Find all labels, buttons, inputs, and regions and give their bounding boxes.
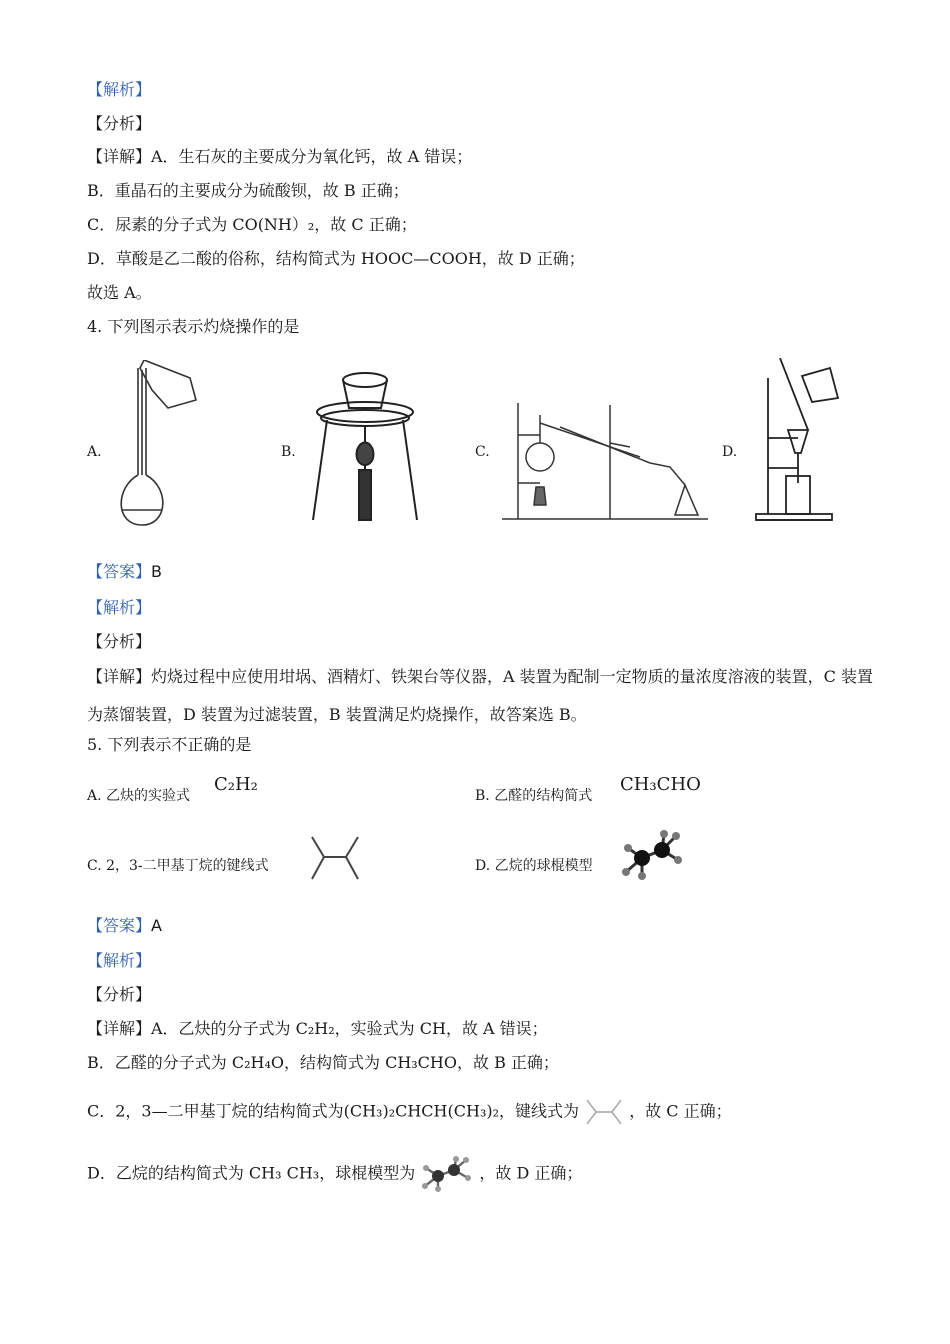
ball-stick-model-figure <box>620 828 685 883</box>
q5-analysis-label: 【解析】 <box>87 951 152 970</box>
q5-fenxi-label: 【分析】 <box>87 985 152 1004</box>
q4-answer-line <box>87 561 162 583</box>
filtration-figure <box>752 358 847 528</box>
q5-option-c: C. 2，3-二甲基丁烷的键线式 <box>87 858 269 874</box>
q5-answer-value: A <box>151 916 162 935</box>
ball-stick-model-small-figure <box>420 1156 474 1192</box>
q4-answer-value: B <box>151 562 162 581</box>
q4-option-a-label: A. <box>87 444 102 460</box>
q5-detail-c-end: ，故 C 正确； <box>629 1101 732 1121</box>
q4-detail <box>87 658 877 734</box>
q5-detail-b: B．乙醛的分子式为 C₂H₄O，结构简式为 CH₃CHO，故 B 正确； <box>87 1053 559 1072</box>
q5-detail-c-text: C．2，3—二甲基丁烷的结构简式为(CH₃)₂CHCH(CH₃)₂，键线式为 <box>87 1101 580 1121</box>
q4-answer-label: 【答案】 <box>87 562 152 581</box>
q5-detail-d-text: D．乙烷的结构简式为 CH₃ CH₃，球棍模型为 <box>87 1163 416 1183</box>
choose-line: 故选 A。 <box>87 283 152 302</box>
question-5-stem: 5. 下列表示不正确的是 <box>87 735 252 754</box>
q5-answer-line <box>87 915 162 937</box>
fenxi-label: 【分析】 <box>87 114 152 133</box>
q4-fenxi-label: 【分析】 <box>87 632 152 651</box>
q5-detail-d <box>87 1156 582 1192</box>
q4-option-b-label: B. <box>281 444 296 460</box>
q5-option-b-formula: CH₃CHO <box>620 774 701 795</box>
q4-analysis-label: 【解析】 <box>87 598 152 617</box>
detail-line-b: B．重晶石的主要成分为硫酸钡，故 B 正确； <box>87 181 409 200</box>
q4-detail-text: 灼烧过程中应使用坩埚、酒精灯、铁架台等仪器，A 装置为配制一定物质的量浓度溶液的装置，C 装置为蒸馏装置，D 装置为过滤装置，B 装置满足灼烧操作，故答案选 B。 <box>87 667 873 724</box>
detail-line-c: C．尿素的分子式为 CO(NH）₂，故 C 正确； <box>87 215 417 234</box>
detail-line-d: D．草酸是乙二酸的俗称，结构简式为 HOOC—COOH，故 D 正确； <box>87 249 585 268</box>
q5-option-a: A. 乙炔的实验式 <box>87 788 191 804</box>
q5-option-b: B. 乙醛的结构简式 <box>475 788 593 804</box>
q5-detail-a: 【详解】A．乙炔的分子式为 C₂H₂，实验式为 CH，故 A 错误； <box>87 1019 548 1038</box>
q5-detail-c <box>87 1098 732 1126</box>
q5-option-a-formula: C₂H₂ <box>214 774 258 795</box>
detail-line-a: 【详解】A．生石灰的主要成分为氧化钙，故 A 错误； <box>87 147 473 166</box>
distillation-figure <box>500 375 710 523</box>
q5-detail-d-end: ，故 D 正确； <box>479 1163 583 1183</box>
q5-option-d: D. 乙烷的球棍模型 <box>475 858 593 874</box>
analysis-label: 【解析】 <box>87 80 152 99</box>
q4-option-d-label: D. <box>722 444 738 460</box>
q4-detail-label: 【详解】 <box>87 667 152 686</box>
volumetric-flask-figure <box>110 360 210 530</box>
crucible-burning-figure <box>305 360 425 525</box>
skeletal-formula-small-figure <box>584 1098 624 1126</box>
q4-option-c-label: C. <box>475 444 490 460</box>
q5-answer-label: 【答案】 <box>87 916 152 935</box>
skeletal-formula-figure <box>308 835 363 883</box>
question-4-stem: 4. 下列图示表示灼烧操作的是 <box>87 317 300 336</box>
